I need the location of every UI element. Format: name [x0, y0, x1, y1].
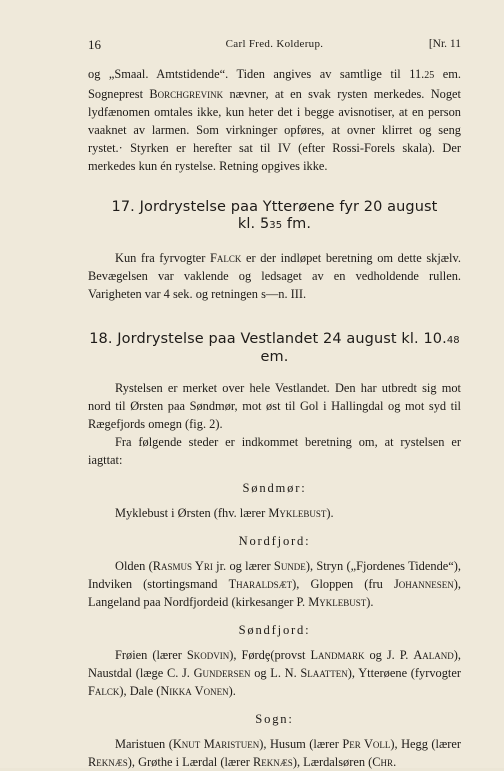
region-heading-nordfjord: Nordfjord: — [238, 534, 311, 548]
section-17-paragraph: Kun fra fyrvogter Falck er der indløpet beretning om dette skjælv. Bevægelsen var vaklende og ledsaget av en vedholdende rullen. Varigheten var 4 sek. og retningen s—n. III. — [88, 251, 461, 301]
page-number: 16 — [88, 37, 101, 52]
region-heading-sogn: Sogn: — [255, 712, 294, 726]
intro-paragraph: og „Smaal. Amtstidende“. Tiden angives av samtlige til 11.25 em. Sogneprest Borchgrevink nævner, at en svak rysten merkedes. Noget lydfænomen omtales ikke, kun heter det i begge avisnotiser, at en person vaaknet av larmen. Som virkninger opføres, at ovner klirret og seng rystet.· Styrken er herefter sat til IV (efter Rossi-Forels skala). Der merkedes kun én rystelse. Retning opgives ikke. — [88, 67, 461, 173]
region-entry-nordfjord: Olden (Rasmus Yri jr. og lærer Sunde), Stryn („Fjordenes Tidende“), Indviken (stortingsmand Tharaldsæt), Gloppen (fru Johannesen), Langeland paa Nordfjordeid (kirkesanger P. Myklebust). — [88, 559, 462, 609]
section-18-heading: 18. Jordrystelse paa Vestlandet 24 august kl. 10.48 em. — [89, 331, 460, 365]
running-header — [88, 37, 461, 53]
region-entry-sondmor: Myklebust i Ørsten (fhv. lærer Myklebust). — [115, 506, 334, 520]
person-name: Falck — [210, 251, 242, 265]
section-18-paragraph-2: Fra følgende steder er indkommet beretning om, at rystelsen er iagttat: — [88, 435, 461, 467]
person-name: Borchgrevink — [149, 87, 224, 101]
section-18-paragraph-1: Rystelsen er merket over hele Vestlandet. Den har utbredt sig mot nord til Ørsten paa Søndmør, mot øst til Gol i Hallingdal og mot syd til Rægefjords omegn (fig. 2). — [88, 381, 461, 431]
region-heading-sondmor: Søndmør: — [242, 481, 307, 495]
region-entry-sondfjord: Frøien (lærer Skodvin), Førdȩ(provst Landmark og J. P. Aaland), Naustdal (læge C. J. Gundersen og L. N. Slaatten), Ytterøene (fyrvogter Falck), Dale (Nikka Vonen). — [88, 648, 461, 698]
page-body — [88, 65, 461, 771]
series-number: [Nr. 11 — [428, 38, 461, 50]
region-heading-sondfjord: Søndfjord: — [238, 623, 311, 637]
running-title: Carl Fred. Kolderup. — [225, 38, 324, 50]
section-17-heading: 17. Jordrystelse paa Ytterøene fyr 20 august kl. 535 fm. — [111, 199, 438, 232]
region-entry-sogn: Maristuen (Knut Maristuen), Husum (lærer Per Voll), Hegg (lærer Reknæs), Grøthe i Lærdal (lærer Reknæs), Lærdalsøren (Chr. — [88, 737, 461, 769]
